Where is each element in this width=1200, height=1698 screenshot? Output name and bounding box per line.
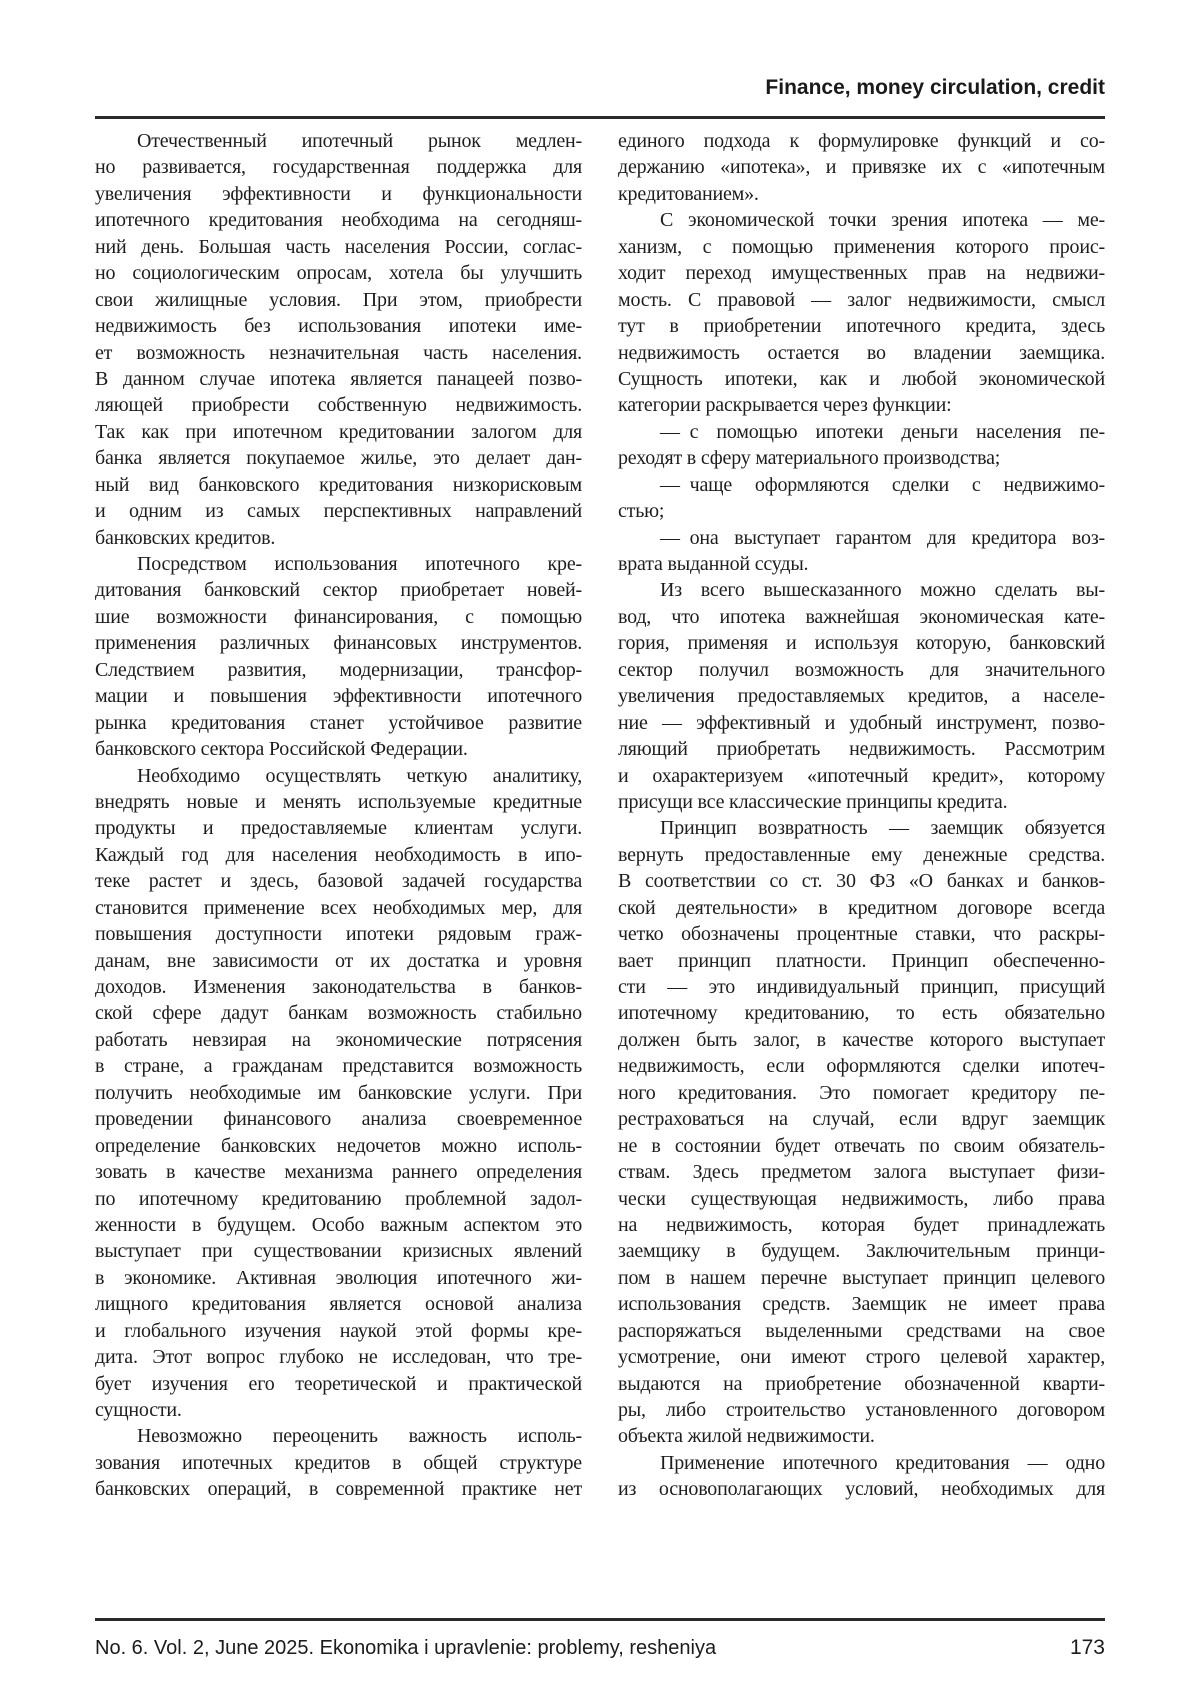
text-line: — она выступает гарантом для кредитора воз-: [660, 526, 1105, 549]
text-line: В данном случае ипотека является панацеей позво-: [95, 367, 582, 390]
text-line: ры, либо строительство установленного договором: [618, 1399, 1105, 1421]
text-line: ствам. Здесь предметом залога выступает физи-: [618, 1161, 1105, 1184]
paragraph: [618, 525, 1105, 578]
text-line: Принцип возвратность — заемщик обязуется: [660, 817, 1105, 840]
text-line: Посредством использования ипотечного кре-: [137, 553, 582, 575]
text-line: применения различных финансовых инструментов.: [95, 632, 582, 655]
text-line: и одним из самых перспективных направлений: [95, 500, 582, 523]
text-line: банковских кредитов.: [95, 526, 276, 549]
text-line: лищного кредитования является основой анализа: [95, 1293, 582, 1316]
paragraph: [618, 128, 1105, 207]
text-line: рынка кредитования станет устойчивое развитие: [95, 711, 582, 734]
text-line: категории раскрывается через функции:: [618, 394, 952, 417]
text-line: вод, что ипотека важнейшая экономическая кате-: [618, 605, 1105, 628]
text-line: ской деятельности» в кредитном договоре всегда: [618, 896, 1105, 919]
paragraph: [618, 1450, 1105, 1503]
text-line: становится применение всех необходимых мер, для: [95, 896, 582, 919]
text-line: пом в нашем перечне выступает принцип целевого: [618, 1266, 1105, 1289]
article-body: [95, 128, 1105, 1503]
text-line: но развивается, государственная поддержка для: [95, 156, 582, 179]
text-line: по ипотечному кредитованию проблемной задол-: [95, 1187, 582, 1210]
text-line: увеличения эффективности и функциональности: [95, 182, 582, 205]
text-line: выдаются на приобретение обозначенной кварти-: [618, 1372, 1105, 1395]
paragraph: [618, 207, 1105, 419]
text-line: Так как при ипотечном кредитовании залогом для: [95, 420, 582, 443]
text-line: теке растет и здесь, базовой задачей государства: [95, 870, 582, 893]
text-line: определение банковских недочетов можно исполь-: [95, 1134, 582, 1157]
text-line: Сущность ипотеки, как и любой экономической: [618, 367, 1105, 390]
text-line: из основополагающих условий, необходимых для: [618, 1478, 1105, 1501]
text-line: рестраховаться на случай, если вдруг заемщик: [618, 1108, 1105, 1131]
text-line: недвижимость, если оформляются сделки ипотеч-: [618, 1055, 1105, 1078]
text-line: Необходимо осуществлять четкую аналитику,: [137, 764, 582, 787]
text-line: работать невзирая на экономические потрясения: [95, 1028, 582, 1051]
paragraph: [95, 551, 582, 763]
text-line: внедрять новые и менять используемые кредитные: [95, 790, 582, 813]
text-line: доходов. Изменения законодательства в банков-: [95, 976, 582, 998]
text-line: повышения доступности ипотеки рядовым граж-: [95, 923, 582, 946]
text-line: вернуть предоставленные ему денежные средства.: [618, 843, 1105, 866]
text-line: свои жилищные условия. При этом, приобрести: [95, 288, 582, 311]
text-line: на недвижимость, которая будет принадлежать: [618, 1213, 1105, 1236]
text-line: врата выданной ссуды.: [618, 553, 809, 575]
text-line: шие возможности финансирования, с помощью: [95, 605, 582, 628]
text-line: — чаще оформляются сделки с недвижимо-: [660, 473, 1105, 496]
text-line: — с помощью ипотеки деньги населения пе-: [660, 420, 1105, 443]
text-line: мации и повышения эффективности ипотечного: [95, 685, 582, 708]
page-number: 173: [1069, 1636, 1105, 1659]
text-line: не в состоянии будет отвечать по своим обязатель-: [618, 1134, 1105, 1157]
paragraph: [95, 1423, 582, 1502]
text-line: Следствием развития, модернизации, трансфор-: [95, 658, 582, 681]
text-line: банка является покупаемое жилье, это делает дан-: [95, 447, 582, 470]
text-line: усмотрение, они имеют строго целевой характер,: [618, 1346, 1105, 1369]
text-line: распоряжаться выделенными средствами на свое: [618, 1319, 1105, 1342]
text-line: Применение ипотечного кредитования — одно: [660, 1451, 1105, 1474]
text-line: ние — эффективный и удобный инструмент, позво-: [618, 711, 1105, 734]
paragraph: [618, 577, 1105, 815]
text-line: ходит переход имущественных прав на недвижи-: [618, 262, 1105, 285]
column-right: [618, 128, 1105, 1503]
text-line: ный вид банковского кредитования низкорисковым: [95, 473, 582, 496]
text-line: Невозможно переоценить важность исполь-: [137, 1425, 582, 1448]
text-line: ипотечного кредитования необходима на сегодняш-: [95, 209, 582, 232]
text-line: сектор получил возможность для значительного: [618, 658, 1105, 681]
text-line: должен быть залог, в качестве которого выступает: [618, 1028, 1105, 1051]
paragraph: [95, 128, 582, 551]
paragraph: [618, 472, 1105, 525]
text-line: дитования банковский сектор приобретает новей-: [95, 579, 582, 602]
text-line: и охарактеризуем «ипотечный кредит», которому: [618, 764, 1105, 787]
text-line: объекта жилой недвижимости.: [618, 1425, 875, 1448]
text-line: единого подхода к формулировке функций и со-: [618, 130, 1105, 152]
column-left: [95, 128, 582, 1503]
text-line: данам, вне зависимости от их достатка и уровня: [95, 949, 582, 972]
text-line: ипотечному кредитованию, то есть обязательно: [618, 1002, 1105, 1025]
text-line: тут в приобретении ипотечного кредита, здесь: [618, 315, 1105, 338]
text-line: и глобального изучения наукой этой формы кре-: [95, 1319, 582, 1342]
text-line: проведении финансового анализа своевременное: [95, 1108, 582, 1131]
text-line: недвижимость остается во владении заемщика.: [618, 341, 1105, 364]
paragraph: [618, 419, 1105, 472]
text-line: в экономике. Активная эволюция ипотечного жи-: [95, 1266, 582, 1289]
text-line: присущи все классические принципы кредита.: [618, 790, 1008, 813]
text-line: Из всего вышесказанного можно сделать вы-: [660, 579, 1105, 602]
text-line: стью;: [618, 500, 665, 523]
page-footer: [95, 1634, 1105, 1662]
text-line: ской сфере дадут банкам возможность стабильно: [95, 1002, 582, 1025]
text-line: сущности.: [95, 1399, 182, 1421]
text-line: мость. С правовой — залог недвижимости, смысл: [618, 288, 1105, 311]
text-line: Отечественный ипотечный рынок медлен-: [137, 130, 582, 152]
text-line: использования средств. Заемщик не имеет права: [618, 1293, 1105, 1316]
text-line: увеличения предоставляемых кредитов, а населе-: [618, 685, 1105, 708]
text-line: ханизм, с помощью применения которого проис-: [618, 235, 1105, 258]
text-line: банковского сектора Российской Федерации.: [95, 738, 468, 761]
text-line: ляющей приобрести собственную недвижимость.: [95, 394, 582, 417]
text-line: ний день. Большая часть населения России, соглас-: [95, 235, 582, 258]
text-line: четко обозначены процентные ставки, что раскры-: [618, 923, 1105, 946]
text-line: зования ипотечных кредитов в общей структуре: [95, 1451, 582, 1474]
text-line: С экономической точки зрения ипотека — ме-: [660, 209, 1105, 232]
paragraph: [618, 815, 1105, 1450]
text-line: недвижимость без использования ипотеки име-: [95, 315, 582, 338]
text-line: ного кредитования. Это помогает кредитору пе-: [618, 1081, 1105, 1104]
text-line: выступает при существовании кризисных явлений: [95, 1240, 582, 1263]
paragraph: [95, 763, 582, 1424]
footer-rule: [95, 1618, 1105, 1621]
text-line: заемщику в будущем. Заключительным принци-: [618, 1240, 1105, 1263]
text-line: банковских операций, в современной практике нет: [95, 1478, 582, 1501]
text-line: женности в будущем. Особо важным аспектом это: [95, 1213, 582, 1236]
text-line: В соответствии со ст. 30 ФЗ «О банках и банков-: [618, 870, 1105, 893]
header-rule: [95, 116, 1105, 119]
text-line: сти — это индивидуальный принцип, присущий: [618, 976, 1105, 998]
text-line: Каждый год для населения необходимость в ипо-: [95, 843, 582, 866]
journal-info: No. 6. Vol. 2, June 2025. Ekonomika i upravlenie: problemy, resheniya: [95, 1637, 717, 1659]
text-line: гория, применяя и используя которую, банковский: [618, 632, 1105, 655]
text-line: вает принцип платности. Принцип обеспеченно-: [618, 949, 1105, 972]
text-line: чески существующая недвижимость, либо права: [618, 1187, 1105, 1210]
text-line: ляющий приобретать недвижимость. Рассмотрим: [618, 738, 1105, 761]
text-line: но социологическим опросам, хотела бы улучшить: [95, 262, 582, 285]
text-line: зовать в качестве механизма раннего определения: [95, 1161, 582, 1184]
text-line: бует изучения его теоретической и практической: [95, 1372, 582, 1395]
text-line: в стране, а гражданам представится возможность: [95, 1055, 582, 1078]
text-line: держанию «ипотека», и привязке их с «ипотечным: [618, 156, 1105, 179]
text-line: получить необходимые им банковские услуги. При: [95, 1081, 582, 1104]
text-line: кредитованием».: [618, 182, 759, 205]
text-line: продукты и предоставляемые клиентам услуги.: [95, 817, 582, 840]
text-line: реходят в сферу материального производства;: [618, 447, 1001, 470]
text-line: ет возможность незначительная часть населения.: [95, 341, 582, 364]
text-line: дита. Этот вопрос глубоко не исследован, что тре-: [95, 1346, 582, 1369]
running-head: Finance, money circulation, credit: [765, 76, 1105, 99]
